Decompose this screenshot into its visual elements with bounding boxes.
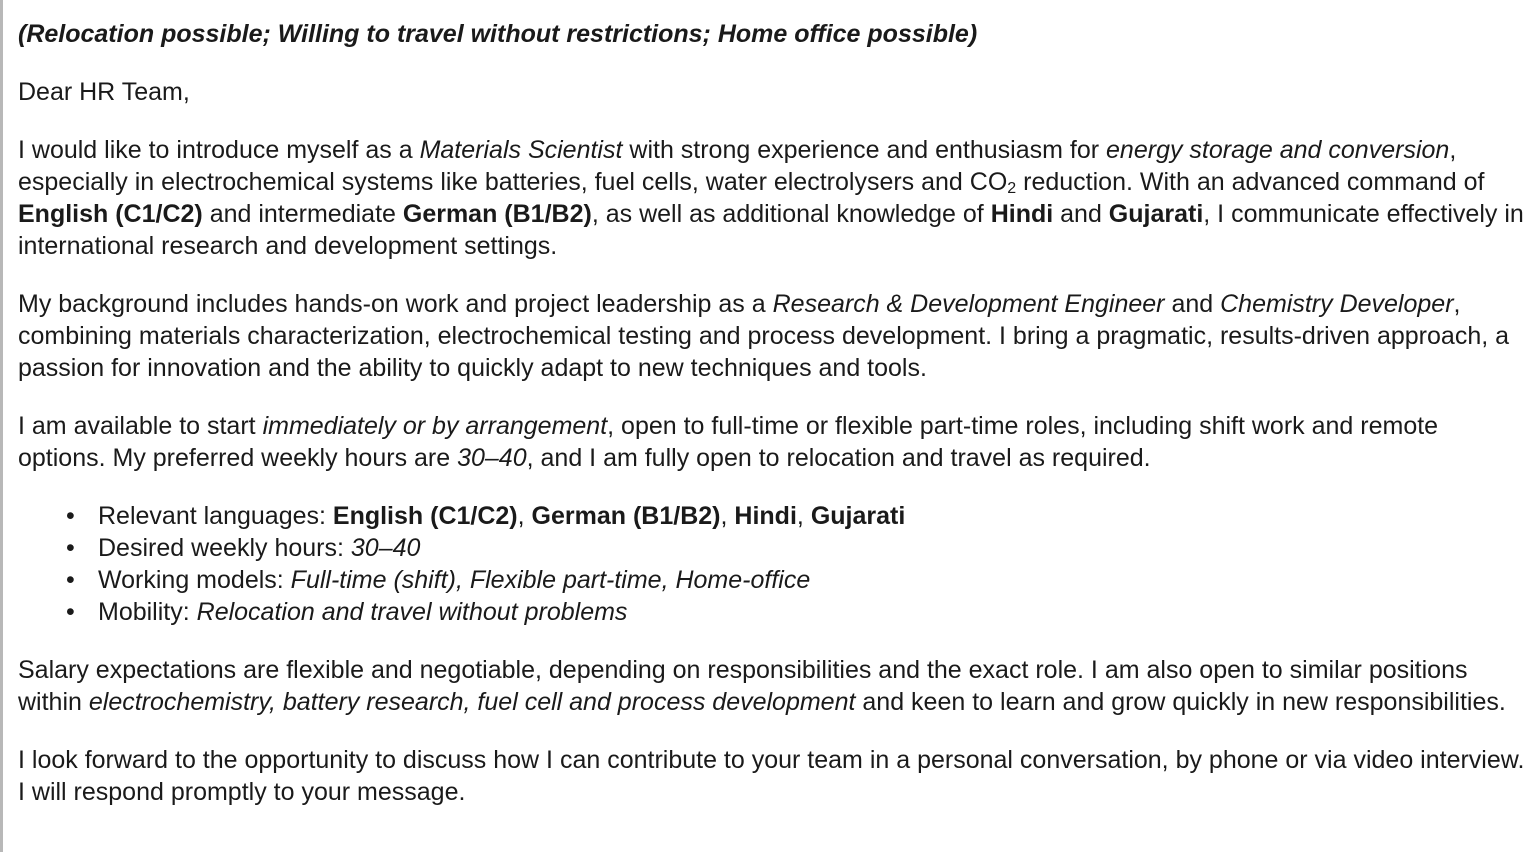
background-paragraph xyxy=(18,288,1528,384)
list-item-hours xyxy=(98,532,1528,564)
closing-paragraph: I look forward to the opportunity to discuss how I can contribute to your team in a personal conversation, by phone or via video interview. I will respond promptly to your message. xyxy=(18,746,1525,806)
emphasis-field: energy storage and conversion xyxy=(1106,136,1450,164)
language-hindi: Hindi xyxy=(990,200,1054,228)
language-english: English (C1/C2) xyxy=(332,502,518,530)
language-english: English (C1/C2) xyxy=(18,200,203,228)
text-span: , especially in electrochemical systems like batteries, fuel cells, water electrolysers and CO xyxy=(18,136,1457,196)
list-label: Relevant languages: xyxy=(98,502,333,530)
separator: , xyxy=(720,502,735,530)
list-label: Desired weekly hours: xyxy=(98,534,351,562)
emphasis-role: Materials Scientist xyxy=(419,136,623,164)
intro-paragraph xyxy=(18,134,1528,262)
text-span: , I communicate effectively in international research and development settings. xyxy=(18,200,1524,260)
language-german: German (B1/B2) xyxy=(531,502,721,530)
text-span: and xyxy=(1053,200,1109,228)
text-span: I am available to start xyxy=(18,412,263,440)
text-span: I would like to introduce myself as a xyxy=(18,136,420,164)
availability-paragraph xyxy=(18,410,1528,474)
text-span: with strong experience and enthusiasm for xyxy=(622,136,1107,164)
text-span: reduction. With an advanced command of xyxy=(1016,168,1485,196)
emphasis-role: Chemistry Developer xyxy=(1220,290,1454,318)
language-gujarati: Gujarati xyxy=(1108,200,1204,228)
summary-list xyxy=(18,500,1528,628)
emphasis-role: Research & Development Engineer xyxy=(772,290,1165,318)
relocation-note: (Relocation possible; Willing to travel without restrictions; Home office possible) xyxy=(18,20,978,48)
language-hindi: Hindi xyxy=(734,502,797,530)
list-value: Relocation and travel without problems xyxy=(196,598,628,626)
text-span: , and I am fully open to relocation and travel as required. xyxy=(526,444,1151,472)
text-span: , open to full-time or flexible part-time roles, including shift work and remote options. My preferred weekly hours are xyxy=(18,412,1439,472)
separator: , xyxy=(796,502,811,530)
list-item-working-models xyxy=(98,564,1528,596)
text-span: Salary expectations are flexible and negotiable, depending on responsibilities and the exact role. I am also open to similar positions within xyxy=(18,656,1468,716)
list-label: Mobility: xyxy=(98,598,197,626)
separator: , xyxy=(517,502,532,530)
text-span: , as well as additional knowledge of xyxy=(591,200,991,228)
text-span: and xyxy=(1164,290,1221,318)
text-span: and intermediate xyxy=(202,200,403,228)
language-gujarati: Gujarati xyxy=(810,502,906,530)
emphasis-hours: 30–40 xyxy=(457,444,527,472)
greeting: Dear HR Team, xyxy=(18,78,190,106)
language-german: German (B1/B2) xyxy=(402,200,592,228)
list-item-mobility xyxy=(98,596,1528,628)
subscript-2: 2 xyxy=(1007,180,1017,197)
list-value: Full-time (shift), Flexible part-time, Home-office xyxy=(290,566,811,594)
emphasis-fields: electrochemistry, battery research, fuel cell and process development xyxy=(88,688,856,716)
cover-letter-body xyxy=(18,0,1528,808)
emphasis-start: immediately or by arrangement xyxy=(262,412,608,440)
salary-paragraph xyxy=(18,654,1528,718)
text-span: , combining materials characterization, electrochemical testing and process development. I bring a pragmatic, results-driven approach, a passion for innovation and the ability to quickly adapt to new techniques and tools. xyxy=(18,290,1510,382)
list-value: 30–40 xyxy=(350,534,421,562)
list-item-languages xyxy=(98,500,1528,532)
text-span: and keen to learn and grow quickly in new responsibilities. xyxy=(855,688,1506,716)
list-label: Working models: xyxy=(98,566,291,594)
text-span: My background includes hands-on work and project leadership as a xyxy=(18,290,773,318)
